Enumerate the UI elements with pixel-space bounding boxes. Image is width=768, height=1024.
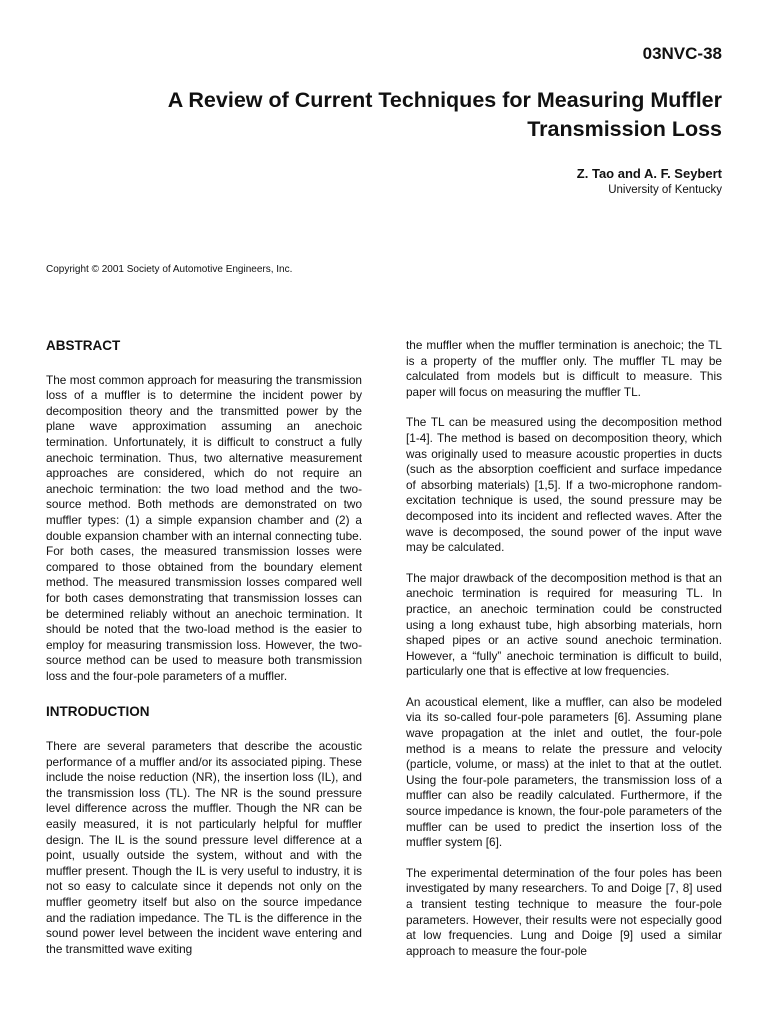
introduction-heading: INTRODUCTION [46,704,150,720]
authors: Z. Tao and A. F. Seybert [576,166,722,181]
page-title [82,86,722,144]
right-column [406,338,722,974]
left-column [46,338,362,972]
copyright-notice: Copyright © 2001 Society of Automotive Engineers, Inc. [46,264,293,275]
introduction-paragraph: There are several parameters that describe the acoustic performance of a muffler and/or its associated piping. These include the noise reduction (NR), the insertion loss (IL), and the transmission loss (TL). The NR is the sound pressure level difference across the muffler. Though the NR can be easily measured, it is not particularly helpful for muffler design. The IL is the sound pressure level difference at a point, usually outside the system, without and with the muffler present. Though the IL is very useful to industry, it is not so easy to calculate since it depends not only on the muffler geometry itself but also on the source impedance and the radiation impedance. The TL is the difference in the sound power level between the incident wave entering and the transmitted wave exiting [46,739,362,956]
title-line-1: A Review of Current Techniques for Measuring Muffler [167,88,722,112]
abstract-heading: ABSTRACT [46,338,121,353]
affiliation: University of Kentucky [608,184,722,196]
abstract-text: The most common approach for measuring the transmission loss of a muffler is to determine the incident power by decomposition theory and the transmitted power by the plane wave approximation assuming an anechoic termination. Unfortunately, it is difficult to construct a fully anechoic termination. Thus, two alternative measurement approaches are considered, which do not require an anechoic termination: the two load method and the two-source method. Both methods are demonstrated on two muffler types: (1) a simple expansion chamber and (2) a double expansion chamber with an internal connecting tube. For both cases, the measured transmission losses were compared to those obtained from the boundary element method. The measured transmission losses compared well for both cases demonstrating that transmission losses can be determined reliably without an anechoic termination. It should be noted that the two-load method is the easier to employ for measuring transmission loss. However, the two-source method can be used to measure both transmission loss and the four-pole parameters of a muffler. [46,372,362,683]
body-paragraph: The TL can be measured using the decomposition method [1-4]. The method is based on decomposition theory, which was originally used to measure acoustic properties in ducts (such as the absorption coefficient and surface impedance of absorbing materials) [1,5]. If a two-microphone random-excitation technique is used, the sound pressure may be decomposed into its incident and reflected waves. After the wave is decomposed, the sound power of the input wave may be calculated. [406,415,722,555]
paper-id: 03NVC-38 [642,44,722,63]
body-paragraph: The experimental determination of the four poles has been investigated by many researchers. To and Doige [7, 8] used a transient testing technique to measure the four-pole parameters. However, their results were not especially good at low frequencies. Lung and Doige [9] used a similar approach to measure the four-pole [406,865,722,958]
body-paragraph: the muffler when the muffler termination is anechoic; the TL is a property of the muffler only. The muffler TL may be calculated from models but is difficult to measure. This paper will focus on measuring the muffler TL. [406,338,722,399]
title-line-2: Transmission Loss [527,117,722,141]
body-paragraph: An acoustical element, like a muffler, can also be modeled via its so-called four-pole parameters [6]. Assuming plane wave propagation at the inlet and outlet, the four-pole method is a means to relate the pressure and velocity (particle, volume, or mass) at the inlet to that at the outlet. Using the four-pole parameters, the transmission loss of a muffler can also be readily calculated. Furthermore, if the source impedance is known, the four-pole parameters of the muffler can be used to predict the insertion loss of the muffler system [6]. [406,694,722,850]
body-paragraph: The major drawback of the decomposition method is that an anechoic termination is required for measuring TL. In practice, an anechoic termination could be constructed using a long exhaust tube, high absorbing materials, horn shaped pipes or an active sound anechoic termination. However, a “fully” anechoic termination is difficult to build, particularly one that is effective at low frequencies. [406,570,722,679]
